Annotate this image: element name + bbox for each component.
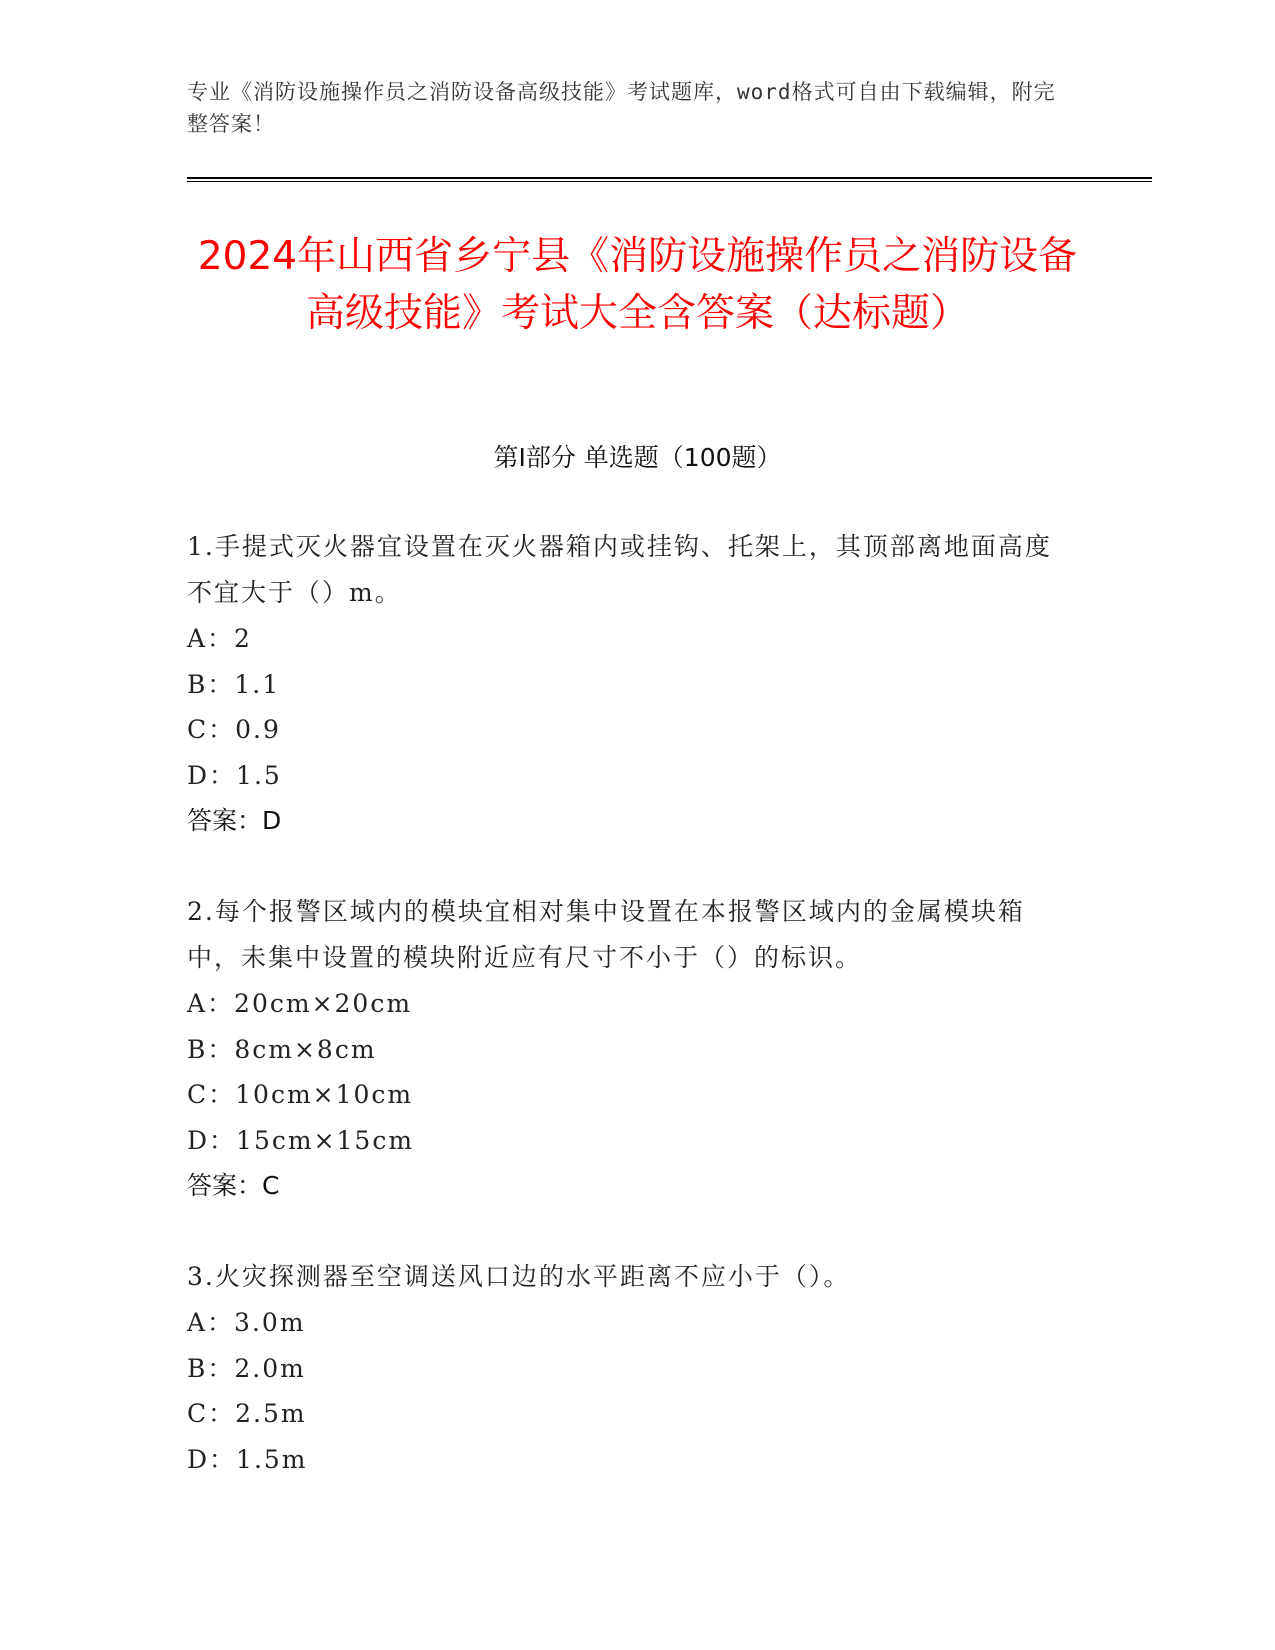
option-a: A：3.0m (187, 1308, 306, 1337)
document-title: 2024年山西省乡宁县《消防设施操作员之消防设备高级技能》考试大全含答案（达标题） (197, 234, 1078, 336)
option-a: A：2 (187, 624, 252, 653)
header-divider (187, 177, 1152, 179)
option-c: C：0.9 (187, 715, 281, 744)
question-1 (187, 524, 1067, 844)
section-title: 第I部分 单选题（100题） (493, 443, 782, 472)
option-b: B：2.0m (187, 1353, 306, 1383)
answer: 答案：D (187, 806, 282, 835)
option-b: B：8cm×8cm (187, 1034, 377, 1064)
question-stem: 1.手提式灭火器宜设置在灭火器箱内或挂钩、托架上，其顶部离地面高度不宜大于（）m。 (187, 532, 1052, 607)
option-d: D：1.5 (187, 760, 282, 790)
option-a: A：20cm×20cm (187, 989, 413, 1018)
option-c: C：10cm×10cm (187, 1080, 414, 1109)
option-c: C：2.5m (187, 1399, 307, 1428)
option-d: D：15cm×15cm (187, 1125, 415, 1155)
question-stem: 3.火灾探测器至空调送风口边的水平距离不应小于（）。 (187, 1262, 851, 1291)
question-3 (187, 1254, 1067, 1482)
question-2 (187, 889, 1067, 1209)
question-stem: 2.每个报警区域内的模块宜相对集中设置在本报警区域内的金属模块箱中，未集中设置的模块附近应有尺寸不小于（）的标识。 (187, 897, 1025, 972)
option-d: D：1.5m (187, 1444, 308, 1474)
header-divider-thin (187, 181, 1152, 182)
option-b: B：1.1 (187, 669, 281, 699)
answer: 答案：C (187, 1171, 280, 1200)
header-note: 专业《消防设施操作员之消防设备高级技能》考试题库，word格式可自由下载编辑，附完整答案！ (187, 80, 1056, 136)
